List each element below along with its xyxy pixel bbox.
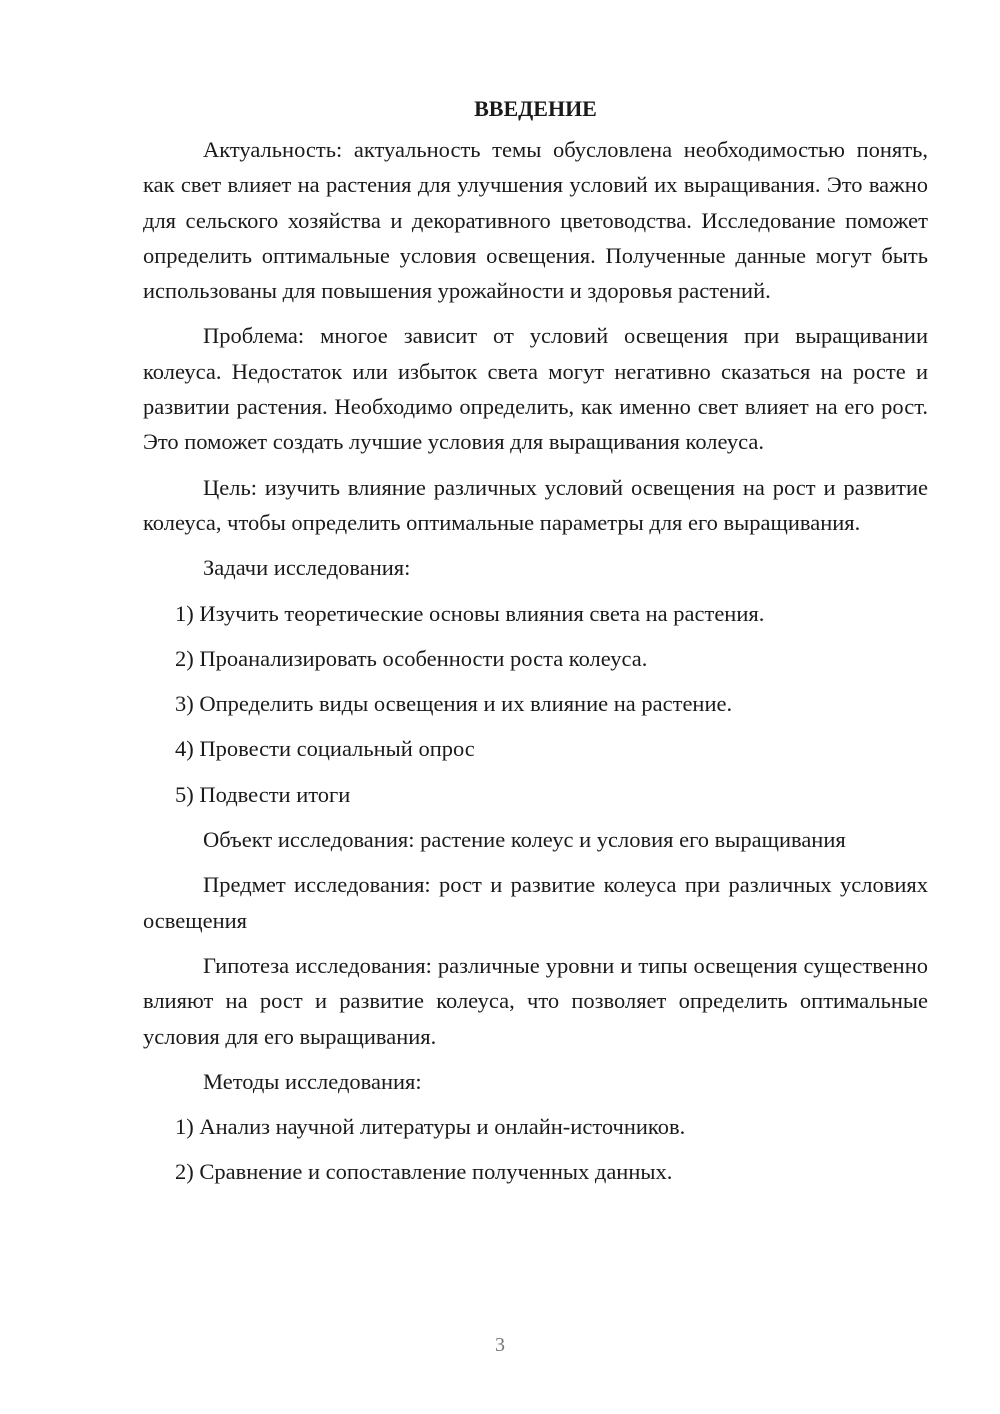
section-title: ВВЕДЕНИЕ (474, 96, 597, 121)
relevance-paragraph: Актуальность: актуальность темы обусловлена необходимостью понять, как свет влияет на растения для улучшения условий их выращивания. Это важно для сельского хозяйства и декоративного цветоводства. Исследование поможет определить оптимальные условия освещения. Полученные данные могут быть использованы для повышения урожайности и здоровья растений. (143, 137, 928, 304)
methods-heading: Методы исследования: (203, 1068, 422, 1094)
task-item: 3) Определить виды освещения и их влияние на растение. (175, 691, 733, 717)
hypothesis-paragraph: Гипотеза исследования: различные уровни и типы освещения существенно влияют на рост и развитие колеуса, что позволяет определить оптимальные условия для его выращивания. (143, 952, 928, 1049)
method-item: 1) Анализ научной литературы и онлайн-источников. (175, 1114, 686, 1140)
page-number: 3 (495, 1334, 505, 1356)
task-item: 5) Подвести итоги (175, 781, 351, 807)
subject-paragraph: Предмет исследования: рост и развитие колеуса при различных условиях освещения (143, 872, 928, 933)
goal-paragraph: Цель: изучить влияние различных условий освещения на рост и развитие колеуса, чтобы определить оптимальные параметры для его выращивания. (143, 474, 928, 535)
task-item: 2) Проанализировать особенности роста колеуса. (175, 645, 648, 671)
problem-paragraph: Проблема: многое зависит от условий освещения при выращивании колеуса. Недостаток или избыток света могут негативно сказаться на росте и развитии растения. Необходимо определить, как именно свет влияет на его рост. Это поможет создать лучшие условия для выращивания колеуса. (143, 323, 928, 455)
tasks-heading: Задачи исследования: (203, 555, 411, 581)
task-item: 1) Изучить теоретические основы влияния света на растения. (175, 600, 765, 626)
method-item: 2) Сравнение и сопоставление полученных данных. (175, 1159, 673, 1185)
task-item: 4) Провести социальный опрос (175, 736, 475, 762)
document-page (143, 94, 928, 1200)
object-paragraph: Объект исследования: растение колеус и условия его выращивания (203, 827, 846, 853)
